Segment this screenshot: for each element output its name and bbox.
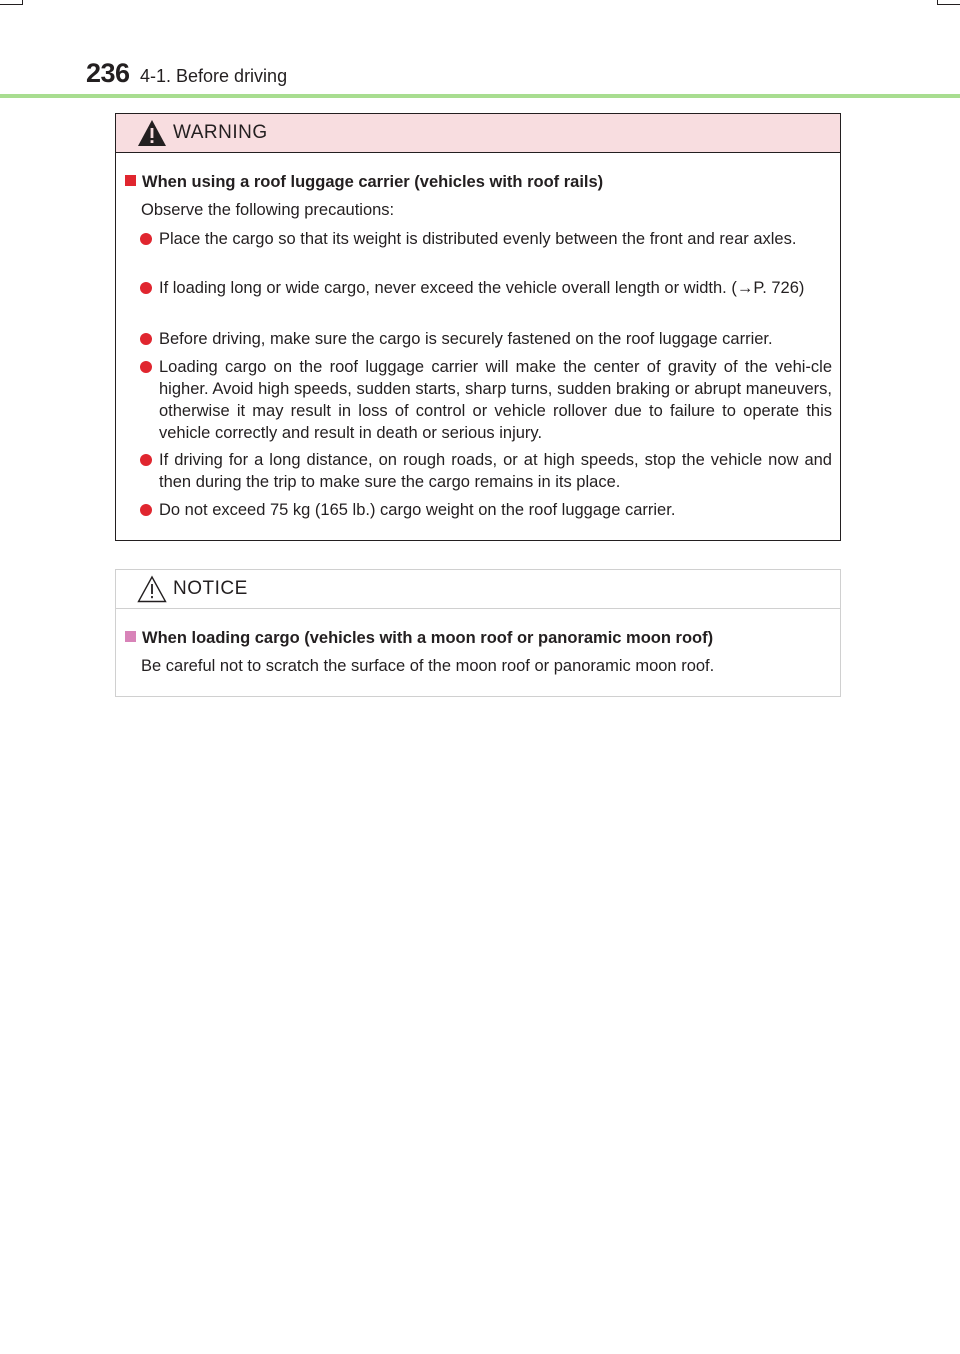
warning-bullet: If driving for a long distance, on rough roads, or at high speeds, stop the vehicle now and then during the trip to make sure the cargo remains in its place. (140, 449, 832, 493)
notice-heading-text: When loading cargo (vehicles with a moon roof or panoramic moon roof) (142, 629, 714, 647)
warning-heading-text: When using a roof luggage carrier (vehicles with roof rails) (142, 173, 604, 191)
round-bullet-icon (140, 333, 152, 345)
caution-outline-triangle-icon (136, 574, 168, 604)
notice-box (115, 569, 841, 697)
warning-heading (125, 173, 603, 192)
warning-triangle-icon (136, 118, 168, 148)
warning-bullet: Do not exceed 75 kg (165 lb.) cargo weight on the roof luggage carrier. (140, 499, 832, 521)
page-number: 236 (86, 58, 130, 88)
section-title: 4-1. Before driving (140, 66, 288, 86)
notice-header (116, 570, 840, 609)
round-bullet-icon (140, 504, 152, 516)
warning-box (115, 113, 841, 541)
crop-mark-tl-v (22, 0, 23, 5)
warning-bullet: Before driving, make sure the cargo is securely fastened on the roof luggage carrier. (140, 328, 832, 350)
round-bullet-icon (140, 233, 152, 245)
warning-bullet: Loading cargo on the roof luggage carrier will make the center of gravity of the vehi-cle higher. Avoid high speeds, sudden starts, sharp turns, sudden braking or abrupt maneuvers, otherwise it may result in loss of control or vehicle rollover due to failure to operate this vehicle correctly and result in death or serious injury. (140, 356, 832, 444)
notice-heading (125, 629, 713, 648)
header-rule (0, 94, 960, 98)
round-bullet-icon (140, 454, 152, 466)
round-bullet-icon (140, 361, 152, 373)
crop-mark-tl-h (0, 4, 22, 5)
crop-mark-tr-v (937, 0, 938, 5)
warning-bullet: Place the cargo so that its weight is distributed evenly between the front and rear axles. (140, 228, 832, 250)
crop-mark-tr-h (938, 4, 960, 5)
square-bullet-icon (125, 175, 136, 186)
square-bullet-icon (125, 631, 136, 642)
warning-bullet: If loading long or wide cargo, never exceed the vehicle overall length or width. (→P. 726) (140, 277, 832, 299)
warning-intro: Observe the following precautions: (141, 201, 395, 219)
round-bullet-icon (140, 282, 152, 294)
notice-label: NOTICE (173, 578, 248, 599)
warning-header (116, 114, 840, 153)
warning-label: WARNING (173, 122, 268, 143)
notice-text: Be careful not to scratch the surface of the moon roof or panoramic moon roof. (141, 657, 715, 675)
